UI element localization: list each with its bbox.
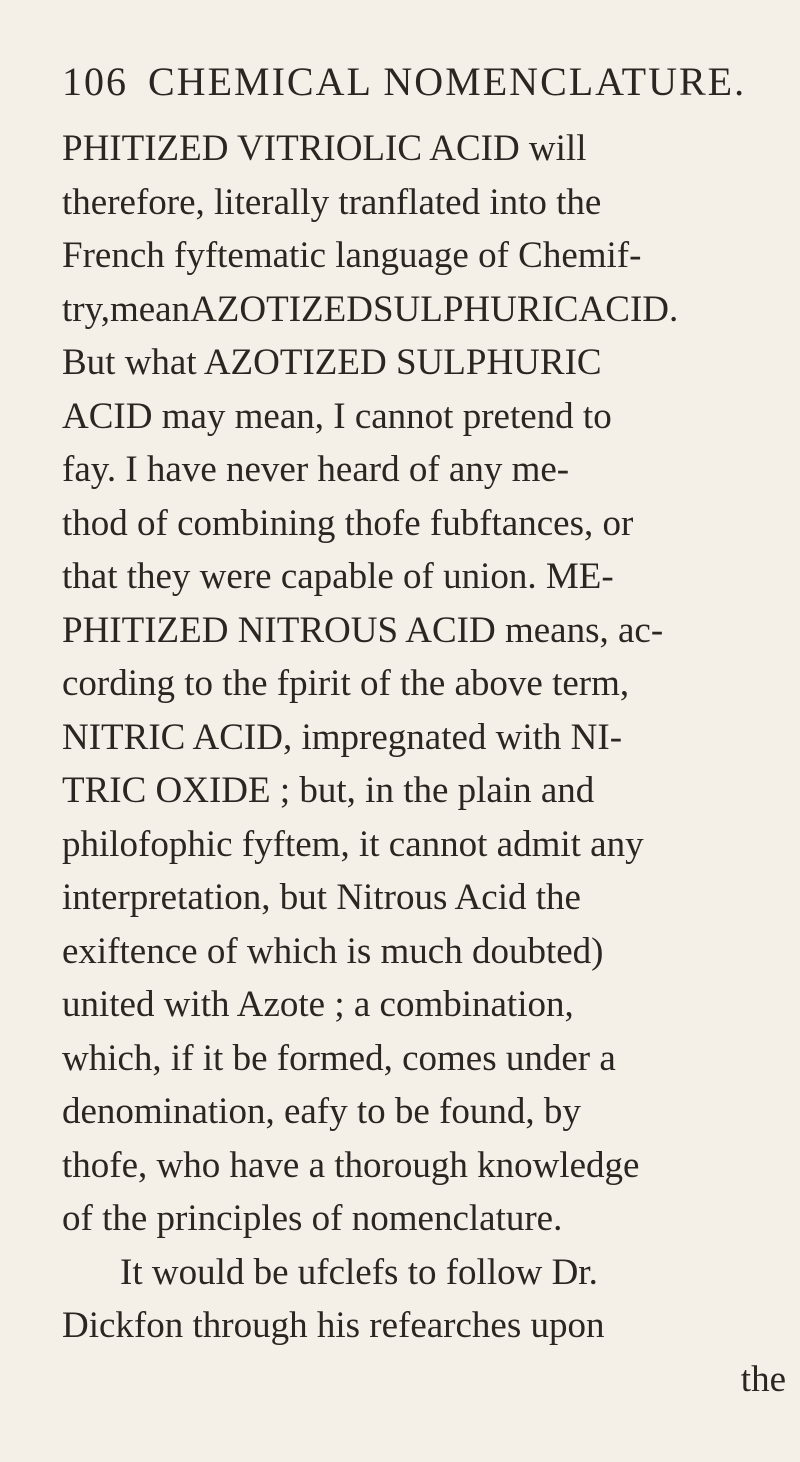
text-line: TRIC OXIDE ; but, in the plain and [62, 770, 595, 811]
text-line: united with Azote ; a combination, [62, 984, 574, 1025]
text-line: of the principles of nomenclature. [62, 1198, 563, 1239]
text-line: exiftence of which is much doubted) [62, 930, 604, 972]
text-line: fay. I have never heard of any me- [62, 449, 570, 490]
text-line: interpretation, but Nitrous Acid the [62, 877, 581, 918]
text-line: cording to the fpirit of the above term, [62, 663, 630, 704]
text-line: Dickfon through his refearches upon [62, 1305, 605, 1346]
text-line: NITRIC ACID, impregnated with NI- [62, 716, 623, 758]
paragraph-start-line: It would be ufclefs to follow Dr. [120, 1251, 598, 1293]
catchword: the [740, 1358, 786, 1400]
text-line: philofophic fyftem, it cannot admit any [62, 823, 644, 865]
text-line: denomination, eafy to be found, by [62, 1091, 581, 1132]
running-head [62, 58, 746, 105]
text-line: thod of combining thofe fubftances, or [62, 502, 634, 544]
text-line: thofe, who have a thorough knowledge [62, 1144, 640, 1186]
body-text [62, 122, 792, 1406]
text-line: which, if it be formed, comes under a [62, 1037, 616, 1079]
running-title: CHEMICAL NOMENCLATURE. [148, 59, 747, 104]
text-line: PHITIZED VITRIOLIC ACID will [62, 128, 587, 169]
page-number: 106 [62, 59, 128, 104]
text-line: therefore, literally tranflated into the [62, 181, 602, 223]
text-line: that they were capable of union. ME- [62, 556, 614, 597]
text-line: try,meanAZOTIZEDSULPHURICACID. [62, 288, 679, 330]
text-line: PHITIZED NITROUS ACID means, ac- [62, 609, 664, 651]
text-line: But what AZOTIZED SULPHURIC [62, 342, 602, 383]
text-line: French fyftematic language of Chemif- [62, 235, 642, 276]
text-line: ACID may mean, I cannot pretend to [62, 395, 612, 437]
